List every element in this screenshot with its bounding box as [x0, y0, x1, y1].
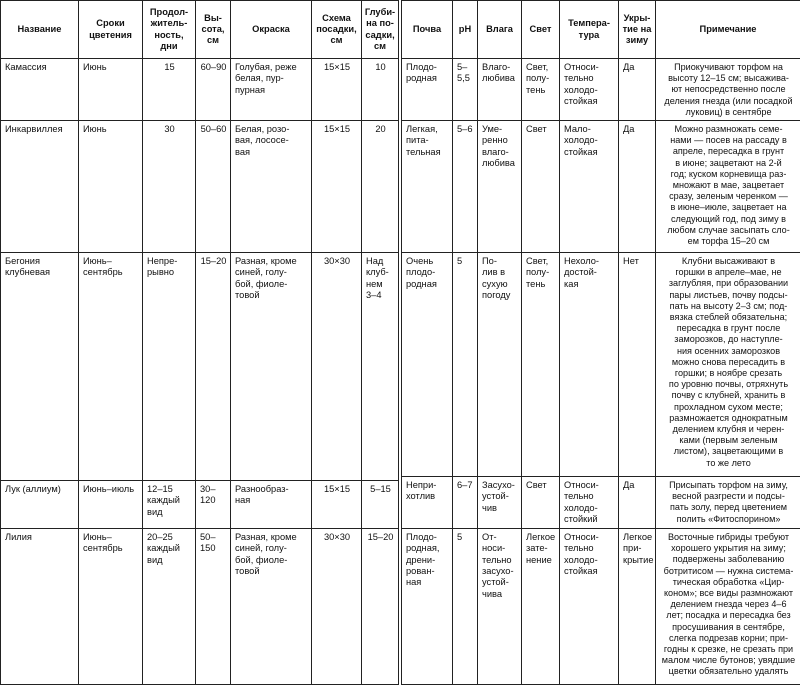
cell-height: 50–60: [196, 121, 231, 253]
cell-note: Клубни высаживают в горшки в апреле–мае, не заглубляя, при образовании пары листьев, почву подсы- пать на высоту 2–3 см; под- вязка стеблей обязательна; пересадка в грунт после заморозков, до наступле- ния осенних заморозков можно снова пересадить в горшки; в ноябре срезать по уровню почвы, отряхнуть почву с клубней, хранить в прохладном сухом месте; размножается однократным делением клубня и черен- ками (первым зеленым листом), зацветающими в то же лето: [656, 253, 800, 477]
header-row: [402, 1, 800, 59]
table-row: [402, 121, 800, 253]
cell-depth: 20: [362, 121, 399, 253]
cell-depth: 10: [362, 59, 399, 121]
cell-ph: 5– 5,5: [453, 59, 478, 121]
table-row: [1, 59, 399, 121]
cell-cover: Нет: [619, 253, 656, 477]
table-row: [402, 253, 800, 477]
cell-scheme: 15×15: [312, 481, 362, 529]
cell-duration: 30: [143, 121, 196, 253]
cell-ph: 6–7: [453, 477, 478, 529]
cell-note: Восточные гибриды требуют хорошего укрытия на зиму; подвержены заболеванию ботритисом — нужна система- тическая обработка «Цир- коном»; все виды размножают делением гнезда через 4–6 лет; посадка и пересадка без просушивания в сентябре, слегка подрезав корни; при- годны к срезке, не срезать при малом числе бутонов; увядшие цветки обязательно удалять: [656, 529, 800, 685]
cell-scheme: 15×15: [312, 121, 362, 253]
header-depth: Глуби- на по- садки, см: [362, 1, 399, 59]
cell-soil: Непри- хотлив: [402, 477, 453, 529]
table-row: [1, 481, 399, 529]
cell-light: Свет, полу- тень: [522, 253, 560, 477]
table-row: [402, 477, 800, 529]
table-row: [1, 121, 399, 253]
cell-moisture: От- носи- тельно засухо- устой- чива: [478, 529, 522, 685]
table-row: [1, 529, 399, 685]
cell-scheme: 30×30: [312, 253, 362, 481]
cell-color: Белая, розо- вая, лососе- вая: [231, 121, 312, 253]
header-height: Вы- сота, см: [196, 1, 231, 59]
cell-scheme: 15×15: [312, 59, 362, 121]
header-cover: Укры- тие на зиму: [619, 1, 656, 59]
cell-temperature: Нехоло- достой- кая: [560, 253, 619, 477]
header-note: Примечание: [656, 1, 800, 59]
header-scheme: Схема посадки, см: [312, 1, 362, 59]
header-name: Название: [1, 1, 79, 59]
cell-depth: 5–15: [362, 481, 399, 529]
header-color: Окраска: [231, 1, 312, 59]
header-moisture: Влага: [478, 1, 522, 59]
cell-height: 15–20: [196, 253, 231, 481]
header-ph: pH: [453, 1, 478, 59]
cell-duration: 12–15 каждый вид: [143, 481, 196, 529]
cell-depth: Над клуб- нем 3–4: [362, 253, 399, 481]
cell-bloom: Июнь: [79, 59, 143, 121]
table-right: [401, 0, 800, 685]
cell-height: 60–90: [196, 59, 231, 121]
cell-moisture: По- лив в сухую погоду: [478, 253, 522, 477]
cell-soil: Плодо- родная: [402, 59, 453, 121]
cell-height: 50– 150: [196, 529, 231, 685]
header-row: [1, 1, 399, 59]
cell-ph: 5: [453, 529, 478, 685]
cell-light: Свет, полу- тень: [522, 59, 560, 121]
cell-cover: Легкое при- крытие: [619, 529, 656, 685]
cell-color: Разная, кроме синей, голу- бой, фиоле- товой: [231, 253, 312, 481]
cell-bloom: Июнь: [79, 121, 143, 253]
cell-duration: 15: [143, 59, 196, 121]
cell-name: Лук (аллиум): [1, 481, 79, 529]
cell-color: Голубая, реже белая, пур- пурная: [231, 59, 312, 121]
cell-moisture: Засухо- устой- чив: [478, 477, 522, 529]
cell-soil: Очень плодо- родная: [402, 253, 453, 477]
cell-bloom: Июнь–июль: [79, 481, 143, 529]
cell-duration: Непре- рывно: [143, 253, 196, 481]
cell-temperature: Относи- тельно холодо- стойкий: [560, 477, 619, 529]
cell-temperature: Относи- тельно холодо- стойкая: [560, 529, 619, 685]
cell-cover: Да: [619, 477, 656, 529]
cell-light: Свет: [522, 121, 560, 253]
cell-name: Бегония клубневая: [1, 253, 79, 481]
cell-light: Легкое зате- нение: [522, 529, 560, 685]
table-row: [1, 253, 399, 481]
cell-bloom: Июнь– сентябрь: [79, 529, 143, 685]
cell-note: Можно размножать семе- нами — посев на рассаду в апреле, пересадка в грунт в июне; зацветают на 2-й год; куском корневища раз- множают в мае, зацветает сразу, зеленым черенком — в июне–июле, зацветает на следующий год, под зиму в любом случае засыпать сло- ем торфа 15–20 см: [656, 121, 800, 253]
cell-light: Свет: [522, 477, 560, 529]
cell-name: Лилия: [1, 529, 79, 685]
header-soil: Почва: [402, 1, 453, 59]
cell-cover: Да: [619, 59, 656, 121]
cell-color: Разная, кроме синей, голу- бой, фиоле- товой: [231, 529, 312, 685]
cell-soil: Плодо- родная, дрени- рован- ная: [402, 529, 453, 685]
table-row: [402, 59, 800, 121]
cell-ph: 5–6: [453, 121, 478, 253]
cell-duration: 20–25 каждый вид: [143, 529, 196, 685]
cell-note: Присыпать торфом на зиму, весной разгрести и подсы- пать золу, перед цветением полить «Фитоспорином»: [656, 477, 800, 529]
cell-depth: 15–20: [362, 529, 399, 685]
cell-note: Приокучивают торфом на высоту 12–15 см; высажива- ют непосредственно после деления гнезда (или посадкой луковиц) в сентябре: [656, 59, 800, 121]
table-row: [402, 529, 800, 685]
cell-cover: Да: [619, 121, 656, 253]
header-temperature: Темпера- тура: [560, 1, 619, 59]
cell-name: Инкарвиллея: [1, 121, 79, 253]
cell-moisture: Влаго- любива: [478, 59, 522, 121]
cell-scheme: 30×30: [312, 529, 362, 685]
cell-ph: 5: [453, 253, 478, 477]
cell-soil: Легкая, пита- тельная: [402, 121, 453, 253]
cell-temperature: Мало- холодо- стойкая: [560, 121, 619, 253]
cell-bloom: Июнь– сентябрь: [79, 253, 143, 481]
cell-temperature: Относи- тельно холодо- стойкая: [560, 59, 619, 121]
cell-moisture: Уме- ренно влаго- любива: [478, 121, 522, 253]
table-left: [0, 0, 399, 685]
header-bloom: Сроки цветения: [79, 1, 143, 59]
cell-color: Разнообраз- ная: [231, 481, 312, 529]
cell-name: Камассия: [1, 59, 79, 121]
cell-height: 30– 120: [196, 481, 231, 529]
header-duration: Продол- житель- ность, дни: [143, 1, 196, 59]
header-light: Свет: [522, 1, 560, 59]
